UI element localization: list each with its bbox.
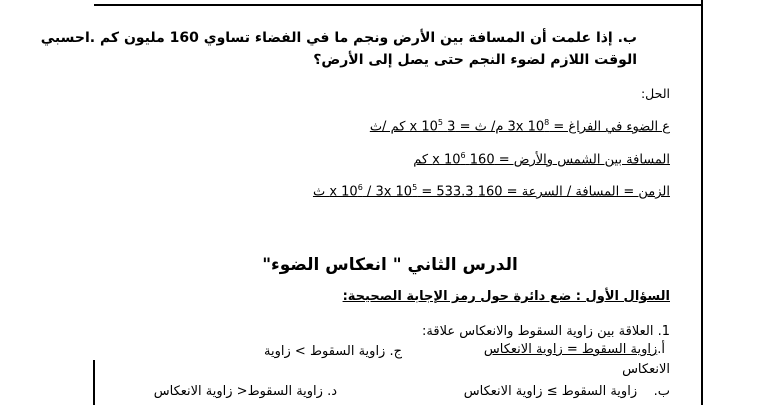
option-b[interactable]: ب. زاوية السقوط ≥ زاوية الانعكاس [463,384,670,399]
distance-line: المسافة بين الشمس والأرض = 160 x $10^6$ كم [413,151,670,168]
speed-line: ع الضوء في الفراغ = 3x $10^8$ م/ ث = 3 x $10^5$ كم /ث [369,118,670,135]
time-line: الزمن = المسافة / السرعة = 160 x $10^6 / 3x$ $10^5 = 533.3$ ث [312,183,670,200]
lesson-title: الدرس الثاني " انعكاس الضوء" [262,255,518,275]
question1-heading: السؤال الأول : ضع دائرة حول رمز الإجابة الصحيحة: [342,289,670,304]
page-frame-right [701,0,703,405]
option-d[interactable]: د. زاوية السقوط< زاوية الانعكاس [153,384,337,399]
option-a[interactable]: أ.زاوية السقوط = زاوية الانعكاس [483,342,665,357]
option-c-continued: الانعكاس [622,362,670,377]
solution-heading: الحل: [640,86,670,101]
option-c[interactable]: ج. زاوية السقوط > زاوية [264,344,402,359]
question1-item: 1. العلاقة بين زاوية السقوط والانعكاس علاقة: [422,324,670,339]
page-frame-left [93,360,95,405]
question-b-line2: الوقت اللازم لضوء النجم حتى يصل إلى الأرض؟ [313,52,637,68]
page-frame-top [94,0,703,6]
question-b-line1: ب. إذا علمت أن المسافة بين الأرض ونجم ما في الفضاء تساوي 160 مليون كم .احسبي [40,30,637,46]
